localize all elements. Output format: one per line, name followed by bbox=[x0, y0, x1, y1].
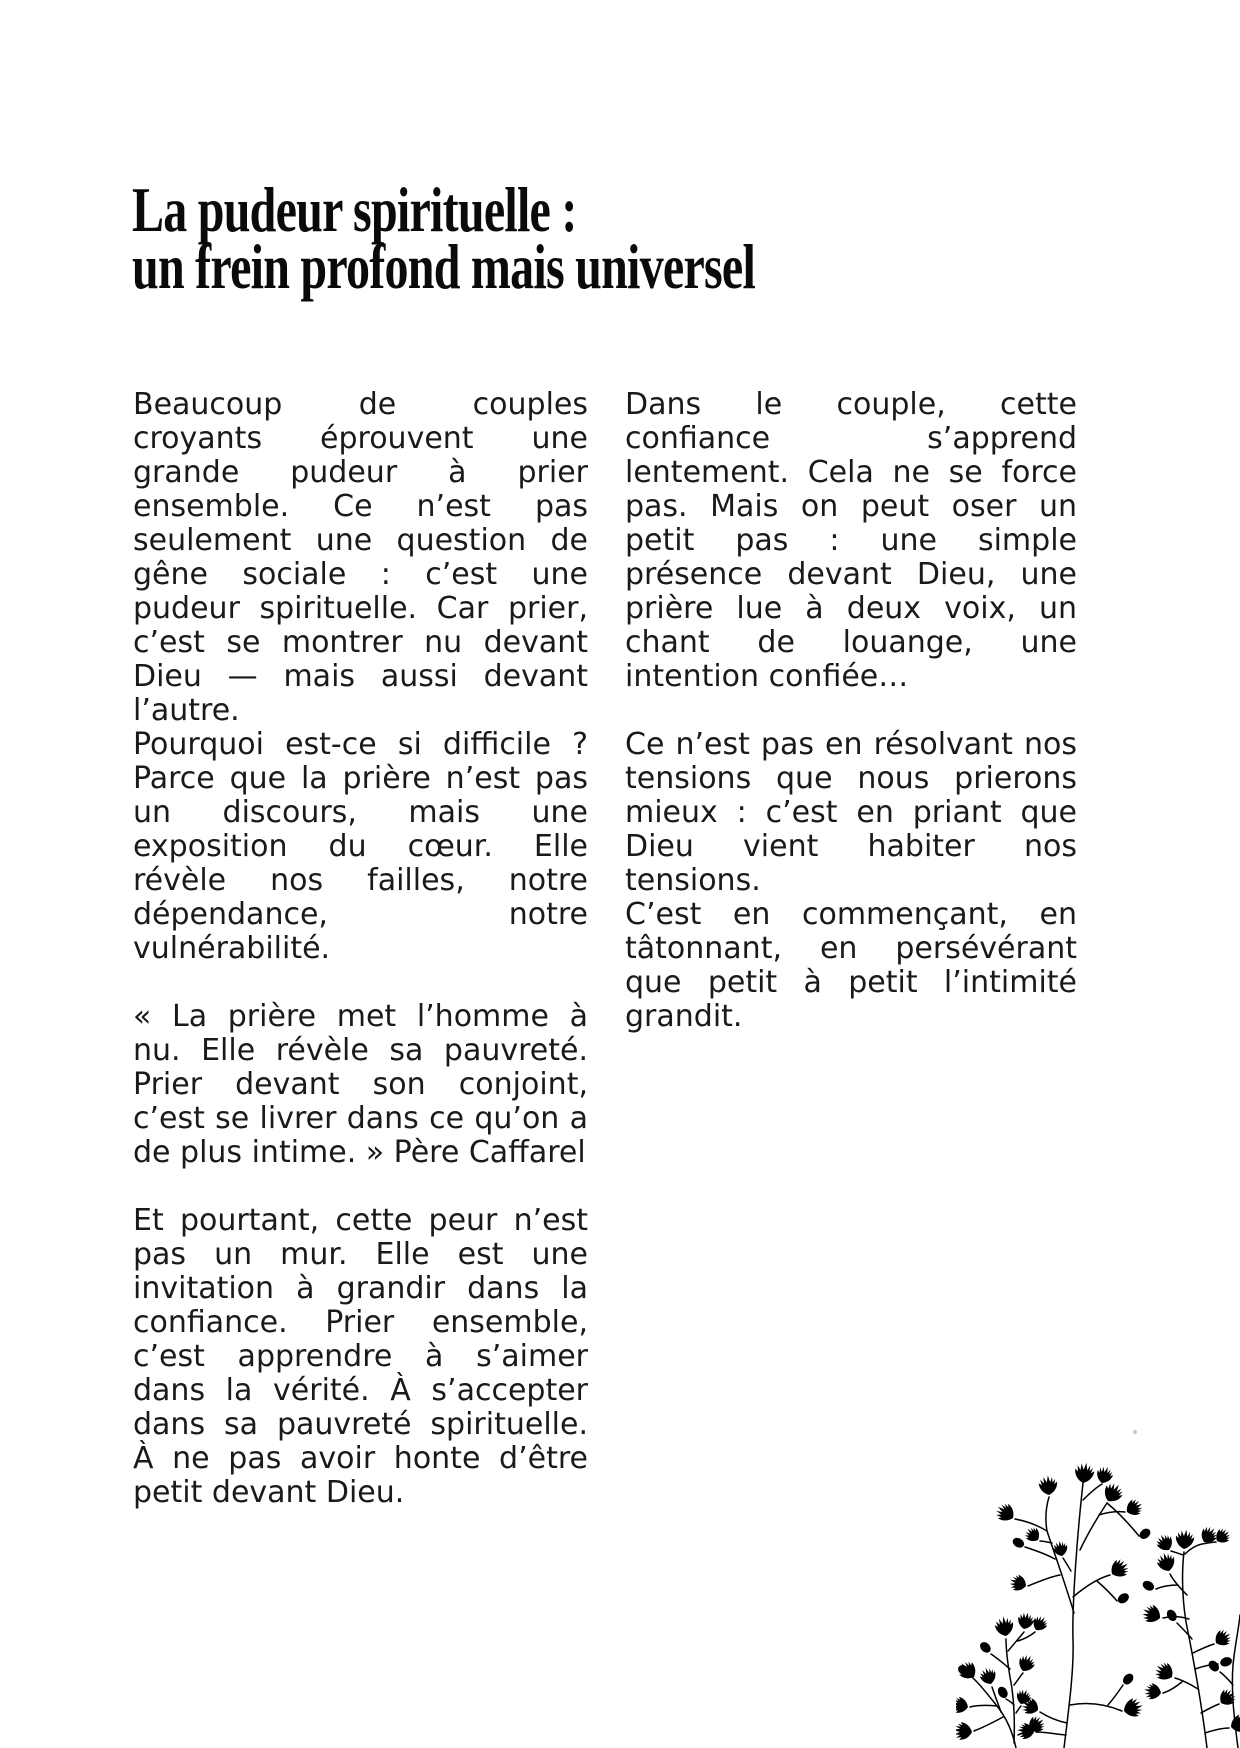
article-paragraph: Et pourtant, cette peur n’est pas un mur. Elle est une invitation à grandir dans la confiance. Prier ensemble, c’est apprendre à s’aimer dans la vérité. À s’accepter dans sa pauvreté spirituelle. À ne pas avoir honte d’être petit devant Dieu. bbox=[133, 1203, 588, 1510]
paragraph-block bbox=[133, 1204, 588, 1510]
paragraph-block bbox=[133, 388, 588, 966]
quote-block bbox=[133, 1000, 588, 1170]
paragraph-block bbox=[625, 388, 1077, 694]
page-title-line-1: La pudeur spirituelle : bbox=[132, 174, 577, 245]
speck-dot bbox=[1133, 1430, 1137, 1434]
article-paragraph: Ce n’est pas en résolvant nos tensions que nous prierons mieux : c’est en priant que Dieu vient habiter nos tensions. bbox=[625, 727, 1077, 898]
flower-stems bbox=[969, 1483, 1240, 1748]
paragraph-block bbox=[625, 728, 1077, 1034]
wildflower-illustration bbox=[956, 1455, 1240, 1748]
flower-blossoms bbox=[956, 1461, 1240, 1740]
page-title-line-2: un frein profond mais universel bbox=[132, 231, 756, 302]
page-title bbox=[132, 174, 756, 302]
article-paragraph: C’est en commençant, en tâtonnant, en persévérant que petit à petit l’intimité grandit. bbox=[625, 897, 1077, 1034]
quote-paragraph: « La prière met l’homme à nu. Elle révèle sa pauvreté. Prier devant son conjoint, c’est se livrer dans ce qu’on a de plus intime. » Père Caffarel bbox=[133, 999, 588, 1170]
text-column-left bbox=[133, 388, 588, 1510]
text-column-right bbox=[625, 388, 1077, 1034]
article-paragraph: Pourquoi est-ce si difficile ? Parce que la prière n’est pas un discours, mais une exposition du cœur. Elle révèle nos failles, notre dépendance, notre vulnérabilité. bbox=[133, 727, 588, 966]
article-paragraph: Beaucoup de couples croyants éprouvent une grande pudeur à prier ensemble. Ce n’est pas seulement une question de gêne sociale : c’est une pudeur spirituelle. Car prier, c’est se montrer nu devant Dieu — mais aussi devant l’autre. bbox=[133, 387, 588, 728]
article-paragraph: Dans le couple, cette confiance s’apprend lentement. Cela ne se force pas. Mais on peut oser un petit pas : une simple présence devant Dieu, une prière lue à deux voix, un chant de louange, une intention confiée… bbox=[625, 387, 1077, 694]
